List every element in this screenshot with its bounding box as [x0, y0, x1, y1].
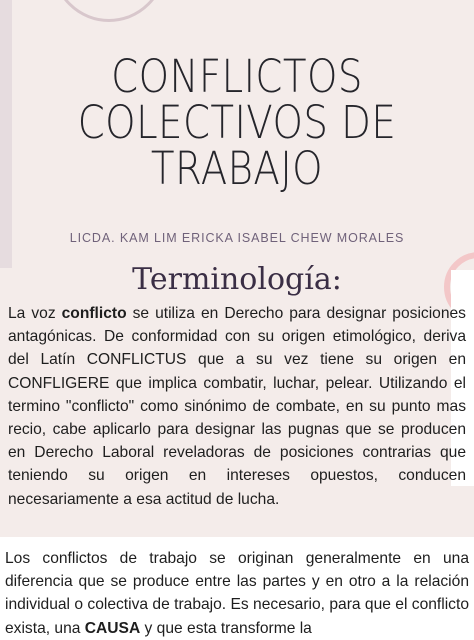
decorative-side-bar	[0, 0, 12, 268]
paragraph-text-rest: se utiliza en Derecho para designar posiciones antagónicas. De conformidad con su origen etimológico, deriva del Latín CONFLICTUS que a su vez tiene su origen en CONFLIGERE que implica combatir, luchar, pelear. Utilizando el termino "conflicto" como sinónimo de combate, en su punto mas recio, cabe aplicarlo para designar las pugnas que se producen en Derecho Laboral reveladoras de posiciones contrarias que teniendo su origen en intereses opuestos, conducen necesariamente a esa actitud de lucha.	[8, 305, 466, 508]
second-paragraph-text-start: Los conflictos de trabajo se originan generalmente en una diferencia que se produce entre las partes y en otro a la relación individual o colectiva de trabajo. Es necesario, para que el conflicto exista, una	[5, 550, 469, 637]
second-paragraph-text-rest: y que esta transforme la	[140, 619, 312, 637]
section-heading: Terminología:	[132, 262, 342, 297]
terminology-paragraph	[8, 302, 466, 511]
author-name: LICDA. KAM LIM ERICKA ISABEL CHEW MORALES	[69, 231, 405, 245]
paragraph-text-start: La voz	[8, 305, 62, 322]
title-line-2: COLECTIVOS DE	[77, 96, 397, 149]
decorative-circle	[52, 0, 166, 22]
title-line-3: TRABAJO	[150, 142, 324, 195]
second-paragraph	[5, 547, 469, 640]
paragraph-bold-term: conflicto	[61, 305, 127, 322]
document-title	[50, 50, 423, 195]
second-paragraph-bold-term: CAUSA	[84, 619, 141, 637]
title-line-1: CONFLICTOS	[111, 50, 363, 103]
